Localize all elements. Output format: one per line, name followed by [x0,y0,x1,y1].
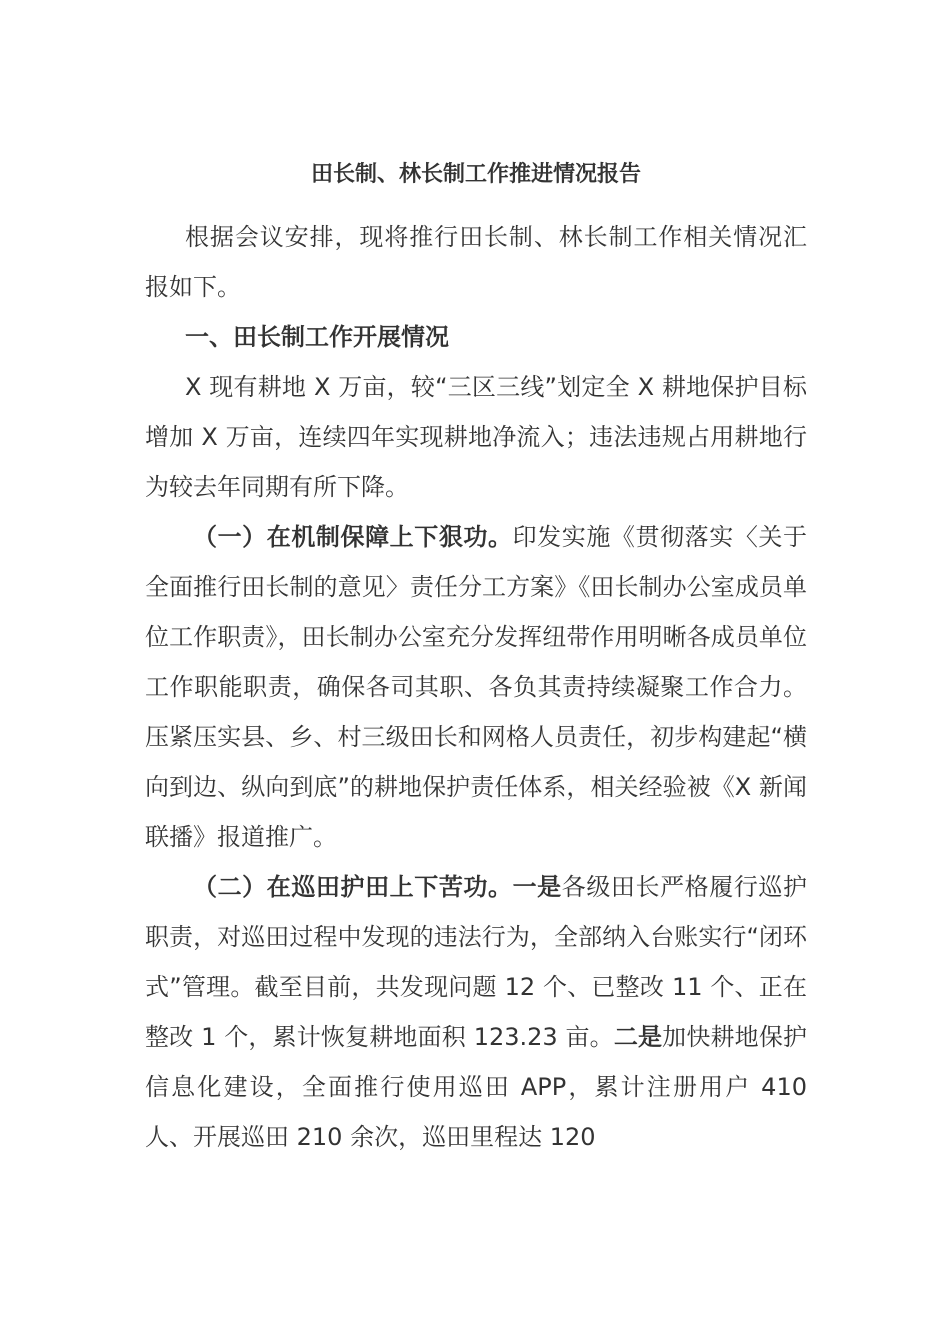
patrol-point1-text: 各级田长严格履行巡护职责，对巡田过程中发现的违法行为，全部纳入台账实行“闭环式”管理。截至目前，共发现问题 12 个、已整改 11 个、正在整改 1 个，累计恢复耕地面积 123.23 亩。 [145,873,808,1051]
patrol-lead: （二）在巡田护田上下苦功。 [193,873,513,901]
document-title: 田长制、林长制工作推进情况报告 [310,162,641,187]
patrol-point1-label: 一是 [512,873,562,901]
patrol-point2-text: 加快耕地保护信息化建设，全面推行使用巡田 APP，累计注册用户 410 人、开展巡田 210 余次，巡田里程达 120 [145,1023,808,1151]
mechanism-lead: （一）在机制保障上下狠功。 [193,523,513,551]
mechanism-paragraph [145,512,807,862]
document-page [145,150,807,1162]
section-heading: 一、田长制工作开展情况 [185,323,449,351]
mechanism-body: 印发实施《贯彻落实〈关于全面推行田长制的意见〉责任分工方案》《田长制办公室成员单位工作职责》，田长制办公室充分发挥纽带作用明晰各成员单位工作职能职责，确保各司其职、各负其责持续凝聚工作合力。压紧压实县、乡、村三级田长和网格人员责任，初步构建起“横向到边、纵向到底”的耕地保护责任体系，相关经验被《X 新闻联播》报道推广。 [145,523,808,851]
patrol-paragraph [145,862,807,1162]
intro-paragraph: 根据会议安排，现将推行田长制、林长制工作相关情况汇报如下。 [145,223,807,301]
section-summary-paragraph: X 现有耕地 X 万亩，较“三区三线”划定全 X 耕地保护目标增加 X 万亩，连续四年实现耕地净流入；违法违规占用耕地行为较去年同期有所下降。 [145,373,807,501]
patrol-point2-label: 二是 [613,1023,663,1051]
